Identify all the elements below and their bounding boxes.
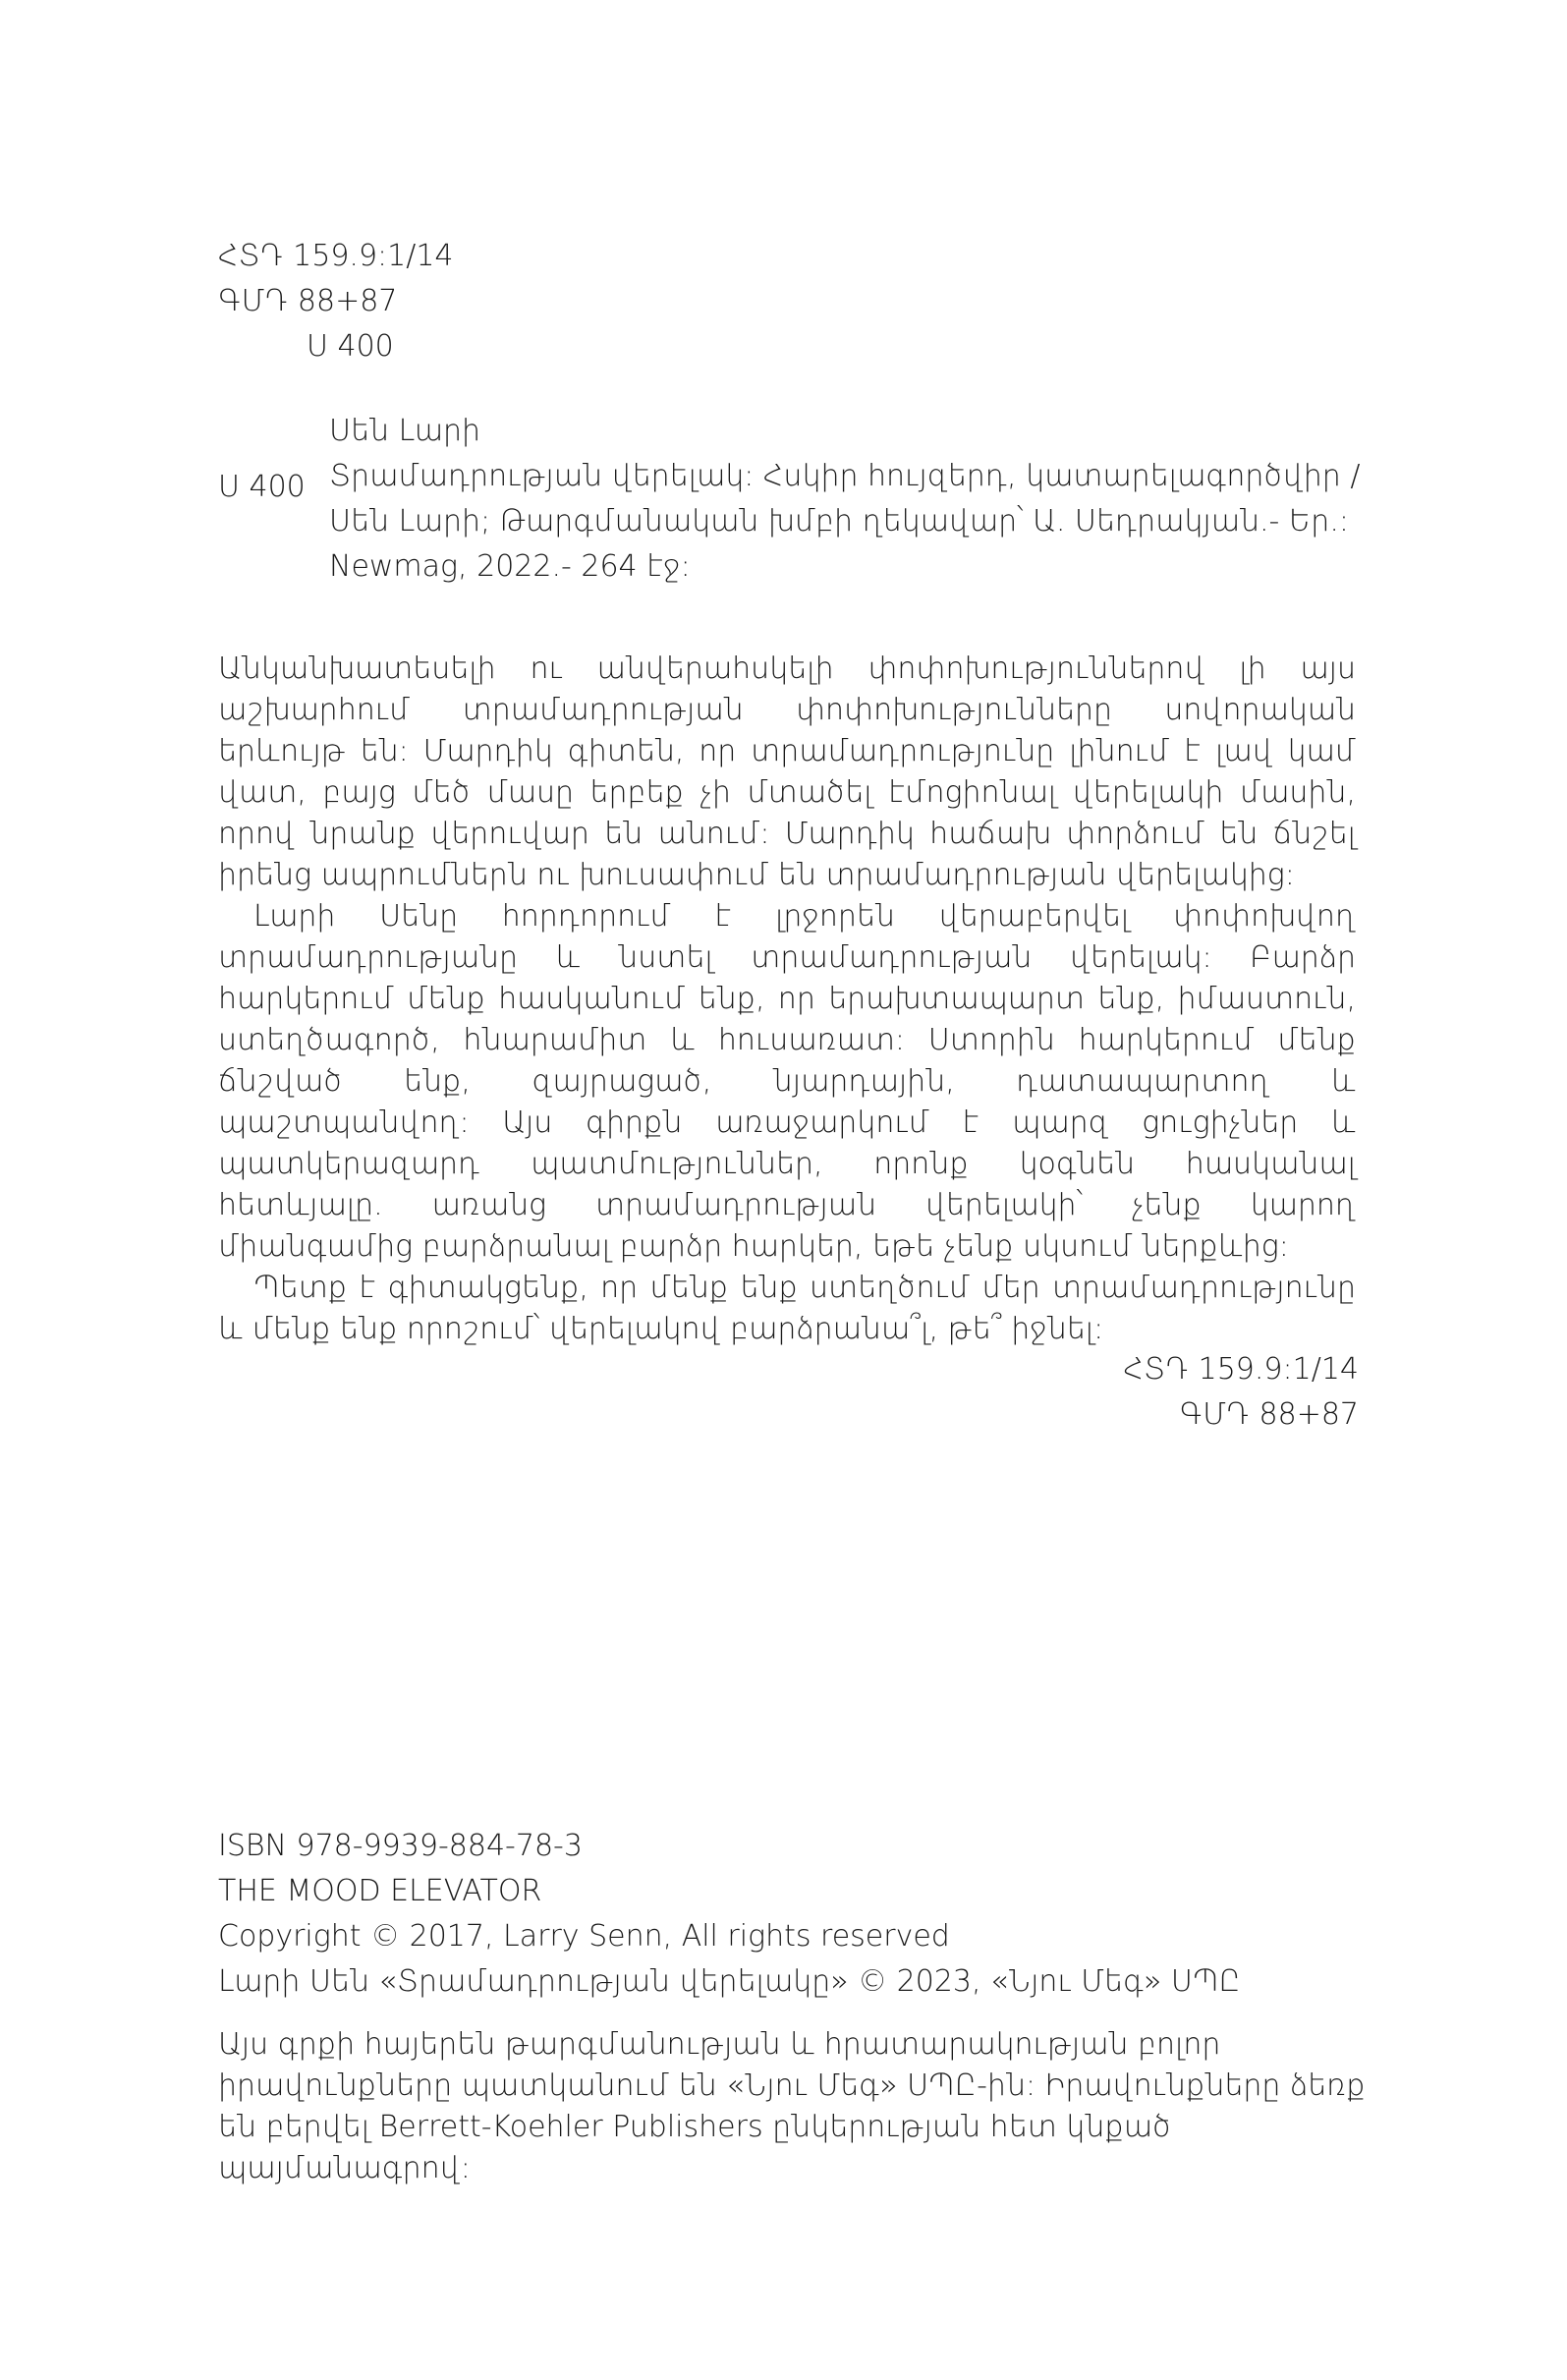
- abstract: [218, 649, 1356, 1350]
- isbn: ISBN 978-9939-884-78-3: [218, 1829, 583, 1863]
- catalog-description: Տրամադրության վերելակ: Հսկիր հույզերդ, կատարելագործվիր / Սեն Լարի; Թարգմանական խմբի ղեկավար՝ Ա. Սեդրակյան.- Եր.: Newmag, 2022.- 264 էջ:: [329, 459, 1361, 584]
- catalog-entry: [329, 409, 1371, 590]
- udc-code-repeat: ՀՏԴ 159.9:1/14: [1123, 1352, 1359, 1387]
- copyright-original: Copyright © 2017, Larry Senn, All rights reserved: [218, 1919, 950, 1954]
- classification-block: [218, 234, 454, 369]
- publication-info: [218, 1824, 1241, 2005]
- abstract-paragraph-2: Լարի Սենը հորդորում է լրջորեն վերաբերվել փոփոխվող տրամադրությանը և նստել տրամադրության վերելակ: Բարձր հարկերում մենք հասկանում ենք, որ երախտապարտ ենք, իմաստուն, ստեղծագործ, հնարամիտ և հուսառատ: Ստորին հարկերում մենք ճնշված ենք, զայրացած, նյարդային, դատապարտող և պաշտպանվող: Այս գիրքն առաջարկում է պարզ ցուցիչներ և պատկերազարդ պատմություններ, որոնք կօգնեն հասկանալ հետևյալը. առանց տրամադրության վերելակի՝ չենք կարող միանգամից բարձրանալ բարձր հարկեր, եթե չենք սկսում ներքևից:: [218, 899, 1356, 1264]
- rights-notice: [218, 2024, 1397, 2189]
- catalog-code: Ս 400: [218, 470, 306, 504]
- catalog-author: Սեն Լարի: [329, 414, 481, 448]
- copyright-translation: Լարի Սեն «Տրամադրության վերելակը» © 2023, «Նյու Մեգ» ՍՊԸ: [218, 1964, 1241, 1999]
- abstract-paragraph-1: Անկանխատեսելի ու անվերահսկելի փոփոխություններով լի այս աշխարհում տրամադրության փոփոխությունները սովորական երևույթ են: Մարդիկ գիտեն, որ տրամադրությունը լինում է լավ կամ վատ, բայց մեծ մասը երբեք չի մտածել էմոցիոնալ վերելակի մասին, որով նրանք վերուվար են անում: Մարդիկ հաճախ փորձում են ճնշել իրենց ապրումներն ու խուսափում են տրամադրության վերելակից:: [218, 652, 1356, 892]
- original-title: THE MOOD ELEVATOR: [218, 1874, 542, 1908]
- classification-repeat: [1123, 1347, 1359, 1438]
- rights-notice-text: Այս գրքի հայերեն թարգմանության և հրատարակության բոլոր իրավունքները պատկանում են «Նյու Մեգ» ՍՊԸ-ին: Իրավունքները ձեռք են բերվել Berrett-Koehler Publishers ընկերության հետ կնքած պայմանագրով:: [218, 2027, 1366, 2185]
- bbk-code-repeat: ԳՄԴ 88+87: [1179, 1397, 1359, 1432]
- udc-code: ՀՏԴ 159.9:1/14: [218, 239, 454, 273]
- author-code: Ս 400: [307, 329, 394, 364]
- abstract-paragraph-3: Պետք է գիտակցենք, որ մենք ենք ստեղծում մեր տրամադրությունը և մենք ենք որոշում՝ վերելակով բարձրանա՞լ, թե՞ իջնել:: [218, 1271, 1356, 1346]
- bbk-code: ԳՄԴ 88+87: [218, 284, 398, 318]
